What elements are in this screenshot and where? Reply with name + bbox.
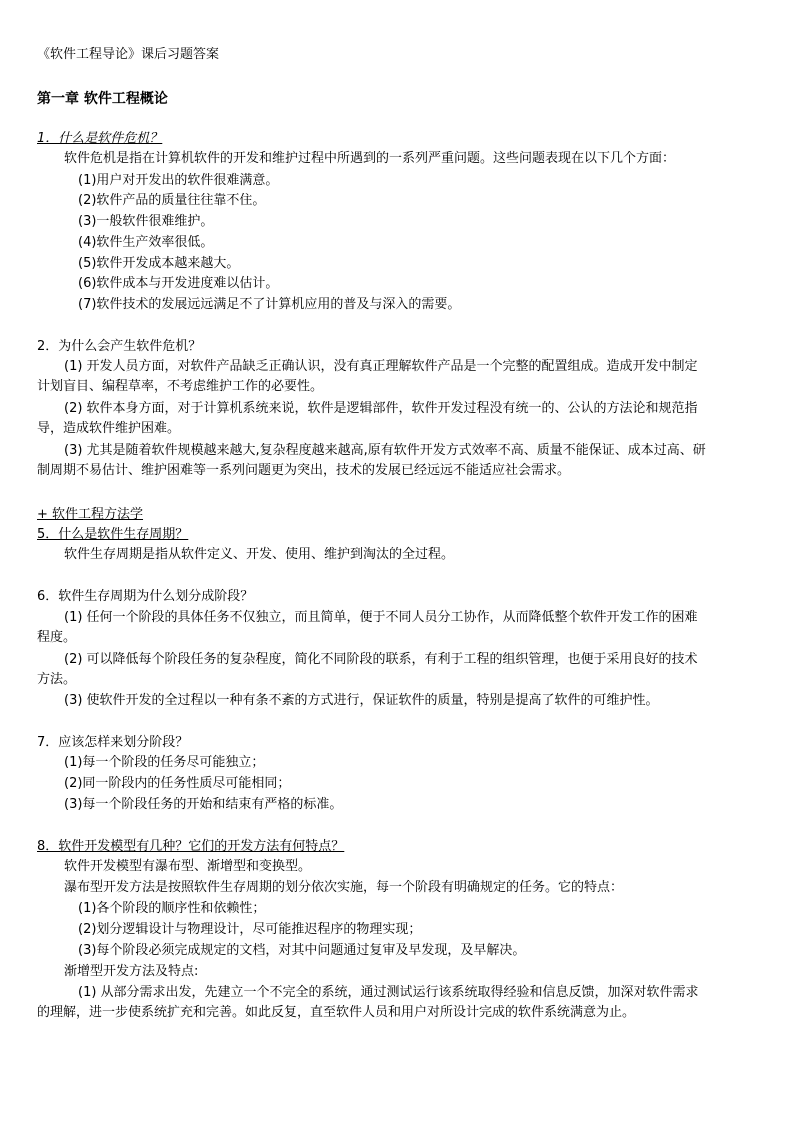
- question-8-intro: 软件开发模型有瀑布型、渐增型和变换型。: [64, 859, 312, 874]
- waterfall-description: 瀑布型开发方法是按照软件生存周期的划分依次实施，每一个阶段有明确规定的任务。它的特点：: [64, 880, 624, 895]
- list-item: (6)软件成本与开发进度难以估计。: [78, 276, 279, 291]
- question-1-intro: 软件危机是指在计算机软件的开发和维护过程中所遇到的一系列严重问题。这些问题表现在以下几个方面：: [64, 151, 676, 166]
- list-item: (1)每一个阶段的任务尽可能独立；: [64, 755, 265, 770]
- question-5-title: 5．什么是软件生存周期？: [37, 527, 189, 542]
- list-item: (5)软件开发成本越来越大。: [78, 256, 240, 271]
- paragraph-line: 的理解，进一步使系统扩充和完善。如此反复，直至软件人员和用户对所设计完成的软件系统满意为止。: [37, 1005, 636, 1020]
- list-item: (3)每个阶段必须完成规定的文档，对其中问题通过复审及早发现，及早解决。: [78, 943, 526, 958]
- document-title: 《软件工程导论》课后习题答案: [37, 47, 220, 62]
- incremental-heading: 渐增型开发方法及特点:: [64, 964, 199, 979]
- paragraph-line: (1) 从部分需求出发，先建立一个不完全的系统，通过测试运行该系统取得经验和信息反馈，加深对软件需求: [78, 985, 699, 1000]
- paragraph-line: (3) 使软件开发的全过程以一种有条不紊的方式进行，保证软件的质量，特别是提高了软件的可维护性。: [64, 693, 659, 708]
- list-item: (3)每一个阶段任务的开始和结束有严格的标准。: [64, 797, 343, 812]
- paragraph-line: (2) 软件本身方面，对于计算机系统来说，软件是逻辑部件，软件开发过程没有统一的、公认的方法论和规范指: [64, 401, 698, 416]
- question-6-title: 6．软件生存周期为什么划分成阶段？: [37, 589, 254, 604]
- paragraph-line: 程度。: [37, 630, 77, 645]
- paragraph-line: 导，造成软件维护困难。: [37, 421, 181, 436]
- paragraph-line: 制周期不易估计、维护困难等一系列问题更为突出，技术的发展已经远远不能适应社会需求。: [37, 463, 571, 478]
- list-item: (2)软件产品的质量往往靠不住。: [78, 193, 266, 208]
- paragraph-line: (1) 任何一个阶段的具体任务不仅独立，而且简单，便于不同人员分工协作，从而降低整个软件开发工作的困难: [64, 610, 698, 625]
- paragraph-line: 计划盲目、编程草率，不考虑维护工作的必要性。: [37, 379, 324, 394]
- list-item: (3)一般软件很难维护。: [78, 214, 214, 229]
- paragraph-line: (3) 尤其是随着软件规模越来越大,复杂程度越来越高,原有软件开发方式效率不高、质量不能保证、成本过高、研: [64, 443, 706, 458]
- paragraph-line: 方法。: [37, 672, 77, 687]
- list-item: (2)划分逻辑设计与物理设计，尽可能推迟程序的物理实现；: [78, 922, 422, 937]
- list-item: (2)同一阶段内的任务性质尽可能相同；: [64, 776, 291, 791]
- list-item: (7)软件技术的发展远远满足不了计算机应用的普及与深入的需要。: [78, 297, 461, 312]
- list-item: (4)软件生产效率很低。: [78, 235, 214, 250]
- question-2-title: 2．为什么会产生软件危机？: [37, 339, 202, 354]
- question-8-title: 8．软件开发模型有几种？它们的开发方法有何特点？: [37, 839, 345, 854]
- list-item: (1)各个阶段的顺序性和依赖性；: [78, 901, 266, 916]
- question-7-title: 7．应该怎样来划分阶段？: [37, 735, 189, 750]
- section-heading: + 软件工程方法学: [37, 507, 144, 522]
- paragraph-line: (1) 开发人员方面，对软件产品缺乏正确认识，没有真正理解软件产品是一个完整的配置组成。造成开发中制定: [64, 359, 698, 374]
- paragraph-line: (2) 可以降低每个阶段任务的复杂程度，简化不同阶段的联系，有利于工程的组织管理，也便于采用良好的技术: [64, 652, 698, 667]
- chapter-heading: 第一章 软件工程概论: [37, 91, 168, 107]
- question-1-title: 1．什么是软件危机？: [37, 131, 163, 146]
- list-item: (1)用户对开发出的软件很难满意。: [78, 173, 279, 188]
- question-5-answer: 软件生存周期是指从软件定义、开发、使用、维护到淘汰的全过程。: [64, 547, 455, 562]
